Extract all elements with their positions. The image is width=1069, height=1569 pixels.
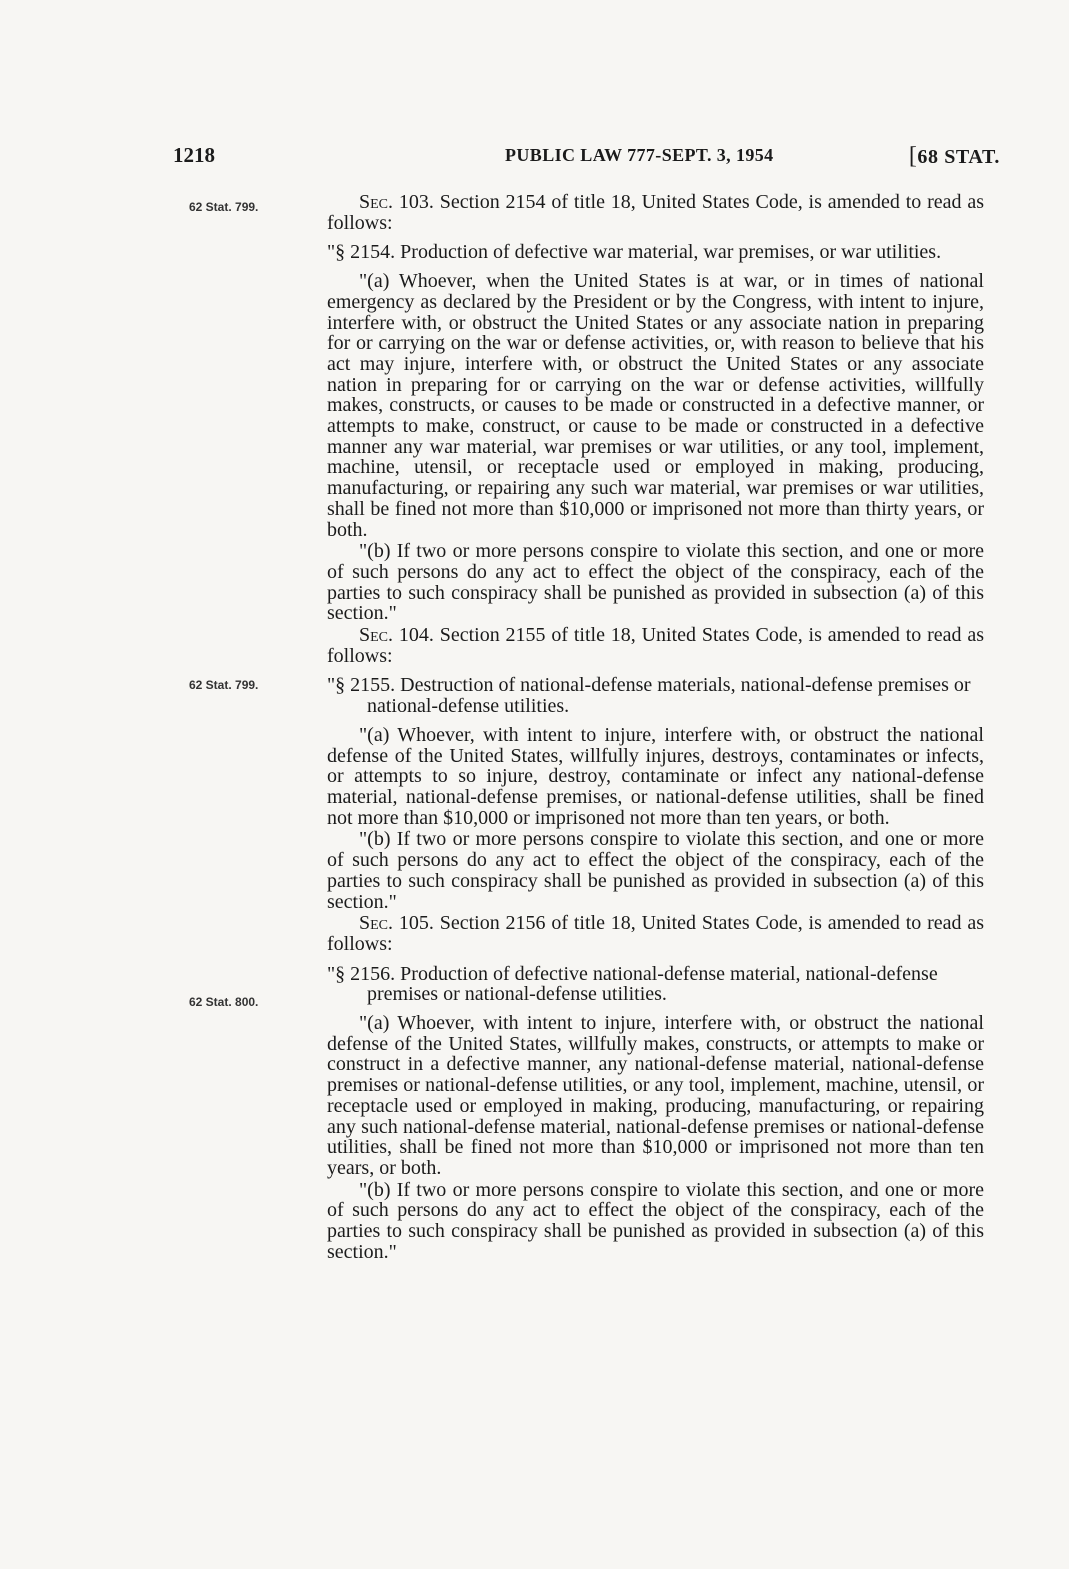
section-2156-heading: "§ 2156. Production of defective national-defense material, national-defense premises or national-defense utilities. (327, 962, 938, 1006)
section-intro-text: Section 2155 of title 18, United States Code, is amended to read as follows: (327, 624, 985, 667)
section-2154-subsection-b: "(b) If two or more persons conspire to violate this section, and one or more of such persons do any act to effect the object of the conspiracy, each of the parties to such conspiracy shall be punished as provided in subsection (a) of this section." (327, 540, 984, 625)
section-label: Sec. 105. (359, 912, 434, 935)
section-105-intro (327, 913, 984, 954)
section-2156-subsection-b: "(b) If two or more persons conspire to violate this section, and one or more of such persons do any act to effect the object of the conspiracy, each of the parties to such conspiracy shall be punished as provided in subsection (a) of this section." (327, 1178, 984, 1263)
margin-note-sec-105: 62 Stat. 800. (189, 995, 259, 1009)
section-2155-heading: "§ 2155. Destruction of national-defense materials, national-defense premises or national-defense utilities. (327, 674, 971, 718)
volume-bracket: [ (908, 143, 918, 169)
section-2154-subsection-a: "(a) Whoever, when the United States is at war, or in times of national emergency as declared by the President or by the Congress, with intent to injure, interfere with, or obstruct the United States or any associate nation in preparing for or carrying on the war or defense activities, or, with reason to believe that his act may injure, interfere with, or obstruct the United States or any associate nation in preparing for or carrying on the war or defense activities, willfully makes, constructs, or causes to be made or constructed in a defective manner, or attempts to make, construct, or cause to be made or constructed in a defective manner any war material, war premises or war utilities, or any tool, implement, machine, utensil, or receptacle used or employed in making, producing, manufacturing, or repairing any such war material, war premises or war utilities, shall be fined not more than $10,000 or imprisoned not more than thirty years, or both. (327, 270, 984, 541)
volume-label: 68 STAT. (917, 146, 1000, 168)
volume-reference (909, 143, 1000, 170)
section-label: Sec. 103. (359, 191, 434, 213)
section-104-intro (327, 625, 984, 666)
section-intro-text: Section 2156 of title 18, United States Code, is amended to read as follows: (327, 912, 985, 955)
section-2155-subsection-a: "(a) Whoever, with intent to injure, interfere with, or obstruct the national defense of the United States, willfully injures, destroys, contaminates or infects, or attempts to so injure, destroy, contaminate or infect any national-defense material, national-defense premises, or national-defense utilities, shall be fined not more than $10,000 or imprisoned not more than ten years, or both. (327, 723, 984, 829)
page-number: 1218 (173, 143, 215, 167)
section-103-intro (327, 192, 984, 233)
margin-note-sec-104: 62 Stat. 799. (189, 678, 259, 692)
running-head: PUBLIC LAW 777-SEPT. 3, 1954 (505, 145, 774, 165)
section-2156-subsection-a: "(a) Whoever, with intent to injure, interfere with, or obstruct the national defense of the United States, willfully makes, constructs, or attempts to make or construct in a defective manner, any national-defense material, national-defense premises or national-defense utilities, or any tool, implement, machine, utensil, or receptacle used or employed in making, producing, manufacturing, or repairing any such national-defense material, national-defense premises or national-defense utilities, shall be fined not more than $10,000 or imprisoned not more than ten years, or both. (327, 1012, 984, 1179)
statute-text (327, 192, 984, 1262)
section-intro-text: Section 2154 of title 18, United States Code, is amended to read as follows: (327, 191, 985, 234)
section-2154-heading: "§ 2154. Production of defective war material, war premises, or war utilities. (327, 241, 942, 264)
page-header (173, 143, 1000, 173)
section-label: Sec. 104. (359, 624, 434, 647)
margin-note-sec-103: 62 Stat. 799. (189, 200, 259, 214)
section-2155-subsection-b: "(b) If two or more persons conspire to violate this section, and one or more of such persons do any act to effect the object of the conspiracy, each of the parties to such conspiracy shall be punished as provided in subsection (a) of this section." (327, 828, 984, 913)
